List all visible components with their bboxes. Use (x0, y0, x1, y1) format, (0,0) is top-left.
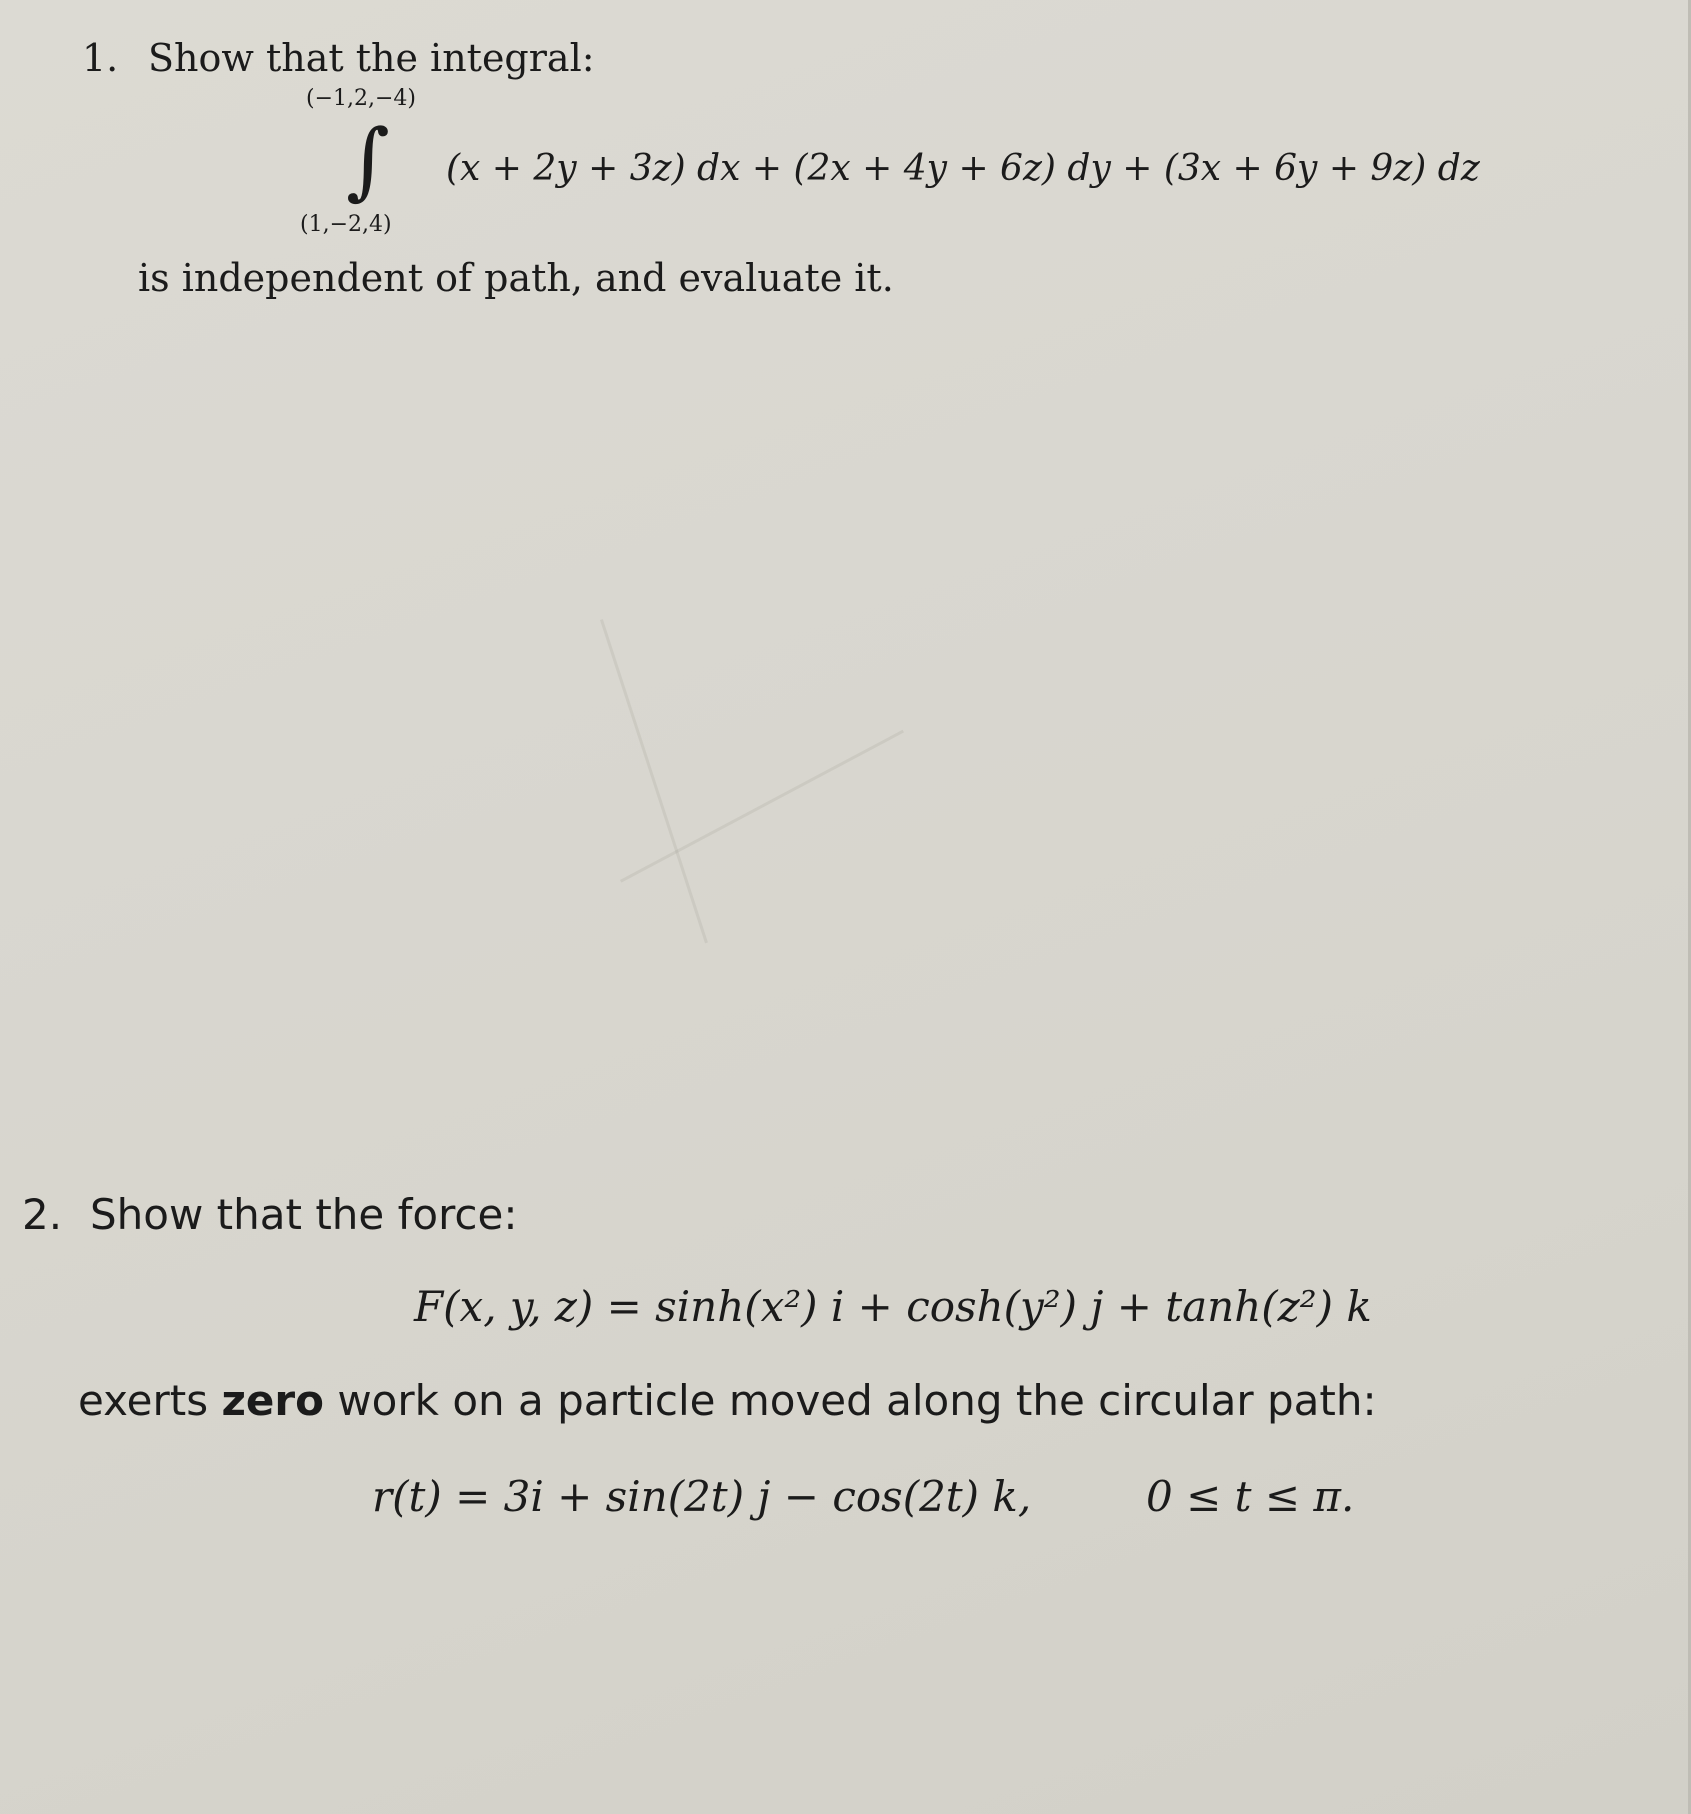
statement-bold-zero: zero (221, 1376, 324, 1425)
problem-1-number: 1. (82, 36, 119, 80)
force-equation: F(x, y, z) = sinh(x²) i + cosh(y²) j + tanh(z²) k (414, 1282, 1372, 1331)
path-equation: r(t) = 3i + sin(2t) j − cos(2t) k, (372, 1472, 1032, 1521)
path-range: 0 ≤ t ≤ π. (1146, 1472, 1355, 1521)
problem-2-intro: Show that the force: (90, 1190, 518, 1239)
problem-2-statement (78, 1376, 1377, 1425)
integral-upper-limit: (−1,2,−4) (306, 86, 417, 111)
integral-lower-limit: (1,−2,4) (300, 212, 392, 237)
integrand: (x + 2y + 3z) dx + (2x + 4y + 6z) dy + (3x + 6y + 9z) dz (446, 148, 1480, 189)
statement-prefix: exerts (78, 1376, 222, 1425)
problem-2-number: 2. (22, 1190, 63, 1239)
problem-1-conclusion: is independent of path, and evaluate it. (138, 256, 894, 300)
integral-sign: ∫ (346, 111, 390, 209)
statement-suffix: work on a particle moved along the circular path: (323, 1376, 1377, 1425)
problem-1-intro: Show that the integral: (148, 36, 595, 80)
paper-crease (600, 619, 708, 943)
